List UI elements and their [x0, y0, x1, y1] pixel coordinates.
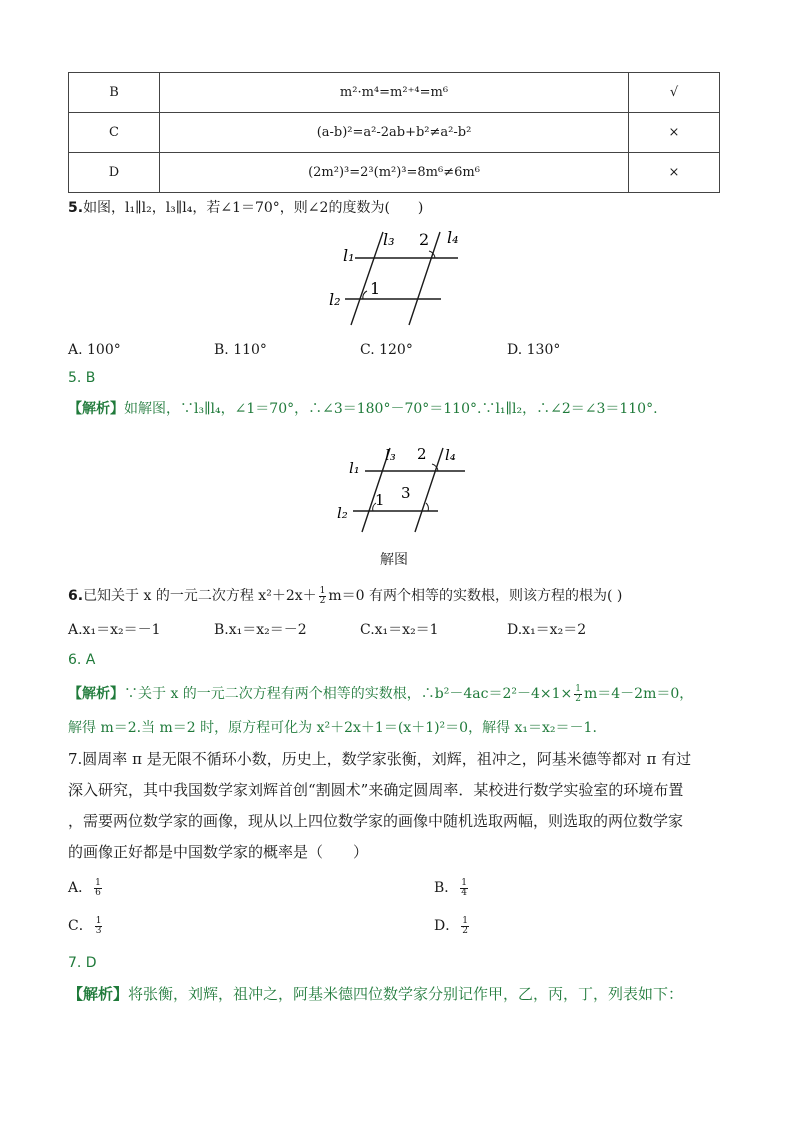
q6-analysis-b: m＝4－2m＝0，: [584, 686, 694, 702]
q6-answer: 6. A: [68, 652, 96, 668]
label-angle1: 1: [370, 279, 381, 298]
q6-stem-b: m＝0 有两个相等的实数根，则该方程的根为( ): [328, 588, 623, 604]
table-row: [69, 153, 720, 193]
label-angle1: 1: [375, 491, 385, 509]
row-label: C: [69, 113, 160, 153]
q5-option-a: A. 100°: [68, 342, 121, 358]
q5-figure: [325, 225, 470, 330]
q5-stem: [68, 198, 423, 218]
row-label: D: [69, 153, 160, 193]
fraction: [319, 587, 327, 606]
fraction-denominator: 6: [95, 887, 101, 898]
row-mark: √: [629, 73, 720, 113]
label-l2: l₂: [337, 504, 348, 522]
angle3-arc: [426, 503, 428, 511]
q6-option-d: D.x₁＝x₂＝2: [507, 622, 587, 638]
q5-solution-figure: [335, 440, 475, 535]
q5-option-b: B. 110°: [214, 342, 267, 358]
label-l3: l₃: [385, 446, 396, 464]
options-table: [68, 72, 720, 193]
row-expression: (a-b)²=a²-2ab+b²≠a²-b²: [160, 113, 629, 153]
q6-option-b: B.x₁＝x₂＝－2: [214, 622, 307, 638]
q6-stem-a: 已知关于 x 的一元二次方程 x²＋2x＋: [83, 588, 317, 604]
q7-option-a: [68, 878, 104, 898]
fraction-numerator: 1: [575, 683, 581, 694]
q7-answer: 7. D: [68, 955, 97, 971]
fraction-denominator: 2: [462, 925, 468, 936]
q6-number: 6.: [68, 588, 84, 604]
label-angle2: 2: [419, 230, 430, 249]
analysis-tag: 【解析】: [68, 686, 124, 702]
fraction: [95, 917, 103, 936]
q5-option-d: D. 130°: [507, 342, 561, 358]
figure-caption: 解图: [380, 552, 408, 568]
option-label: C．: [68, 918, 93, 934]
label-l1: l₁: [343, 246, 355, 265]
label-l3: l₃: [383, 230, 395, 249]
q5-analysis-text: 如解图，∵l₃∥l₄，∠1＝70°，∴∠3＝180°－70°＝110°.∵l₁∥l₂，∴∠2＝∠3＝110°.: [124, 401, 658, 417]
label-angle3: 3: [401, 484, 411, 502]
fraction-numerator: 1: [95, 877, 101, 888]
label-angle2: 2: [417, 445, 427, 463]
label-l4: l₄: [445, 446, 456, 464]
q7-analysis-text: 将张衡，刘辉，祖冲之，阿基米德四位数学家分别记作甲，乙，丙，丁，列表如下：: [128, 985, 684, 1003]
q6-analysis: [68, 684, 693, 704]
label-l4: l₄: [447, 228, 459, 247]
row-mark: ×: [629, 113, 720, 153]
option-label: A．: [68, 880, 93, 896]
analysis-tag: 【解析】: [68, 401, 124, 417]
q6-analysis-line2: 解得 m＝2.当 m＝2 时，原方程可化为 x²＋2x＋1＝(x＋1)²＝0，解得 x₁＝x₂＝－1.: [68, 720, 597, 736]
q7-option-d: [434, 916, 471, 936]
fraction-numerator: 1: [319, 585, 326, 596]
q7-stem-line2: 深入研究，其中我国数学家刘辉首创“割圆术”来确定圆周率．某校进行数学实验室的环境布置: [68, 781, 684, 799]
q7-option-b: [434, 878, 470, 898]
q6-option-c: C.x₁＝x₂＝1: [360, 622, 439, 638]
q7-stem-line4: 的画像正好都是中国数学家的概率是（ ）: [68, 843, 369, 861]
option-label: D．: [434, 918, 460, 934]
q5-number: 5.: [68, 200, 84, 216]
q7-stem-line1: 7.圆周率 π 是无限不循环小数，历史上，数学家张衡，刘辉，祖冲之，阿基米德等都对 π 有过: [68, 750, 692, 768]
fraction-numerator: 1: [462, 915, 468, 926]
angle1-arc: [363, 291, 367, 299]
fraction: [461, 917, 469, 936]
fraction-denominator: 3: [95, 925, 102, 936]
fraction-denominator: 4: [461, 887, 468, 898]
q6-analysis-a: ∵关于 x 的一元二次方程有两个相等的实数根，∴b²－4ac＝2²－4×1×: [124, 686, 573, 702]
row-label: B: [69, 73, 160, 113]
label-l1: l₁: [349, 459, 360, 477]
option-label: B．: [434, 880, 459, 896]
q5-analysis: [68, 399, 658, 419]
q5-answer: 5. B: [68, 370, 96, 386]
fraction-denominator: 2: [575, 693, 581, 704]
fraction-denominator: 2: [319, 595, 326, 606]
q6-stem: [68, 586, 622, 606]
analysis-tag: 【解析】: [68, 985, 129, 1003]
q7-stem-line3: ，需要两位数学家的画像，现从以上四位数学家的画像中随机选取两幅，则选取的两位数学家: [68, 812, 684, 830]
fraction-numerator: 1: [95, 915, 102, 926]
fraction-numerator: 1: [461, 877, 468, 888]
row-expression: (2m²)³=2³(m²)³=8m⁶≠6m⁶: [160, 153, 629, 193]
fraction: [94, 879, 102, 898]
table-row: [69, 73, 720, 113]
q7-option-c: [68, 916, 104, 936]
fraction: [574, 685, 582, 704]
table-row: [69, 113, 720, 153]
row-mark: ×: [629, 153, 720, 193]
q7-analysis: [68, 984, 683, 1004]
q5-option-c: C. 120°: [360, 342, 413, 358]
q5-stem-text: 如图，l₁∥l₂，l₃∥l₄，若∠1＝70°，则∠2的度数为( ): [83, 200, 424, 216]
row-expression: m²·m⁴=m²⁺⁴=m⁶: [160, 73, 629, 113]
label-l2: l₂: [329, 290, 341, 309]
fraction: [460, 879, 468, 898]
q6-option-a: A.x₁＝x₂＝－1: [68, 622, 161, 638]
